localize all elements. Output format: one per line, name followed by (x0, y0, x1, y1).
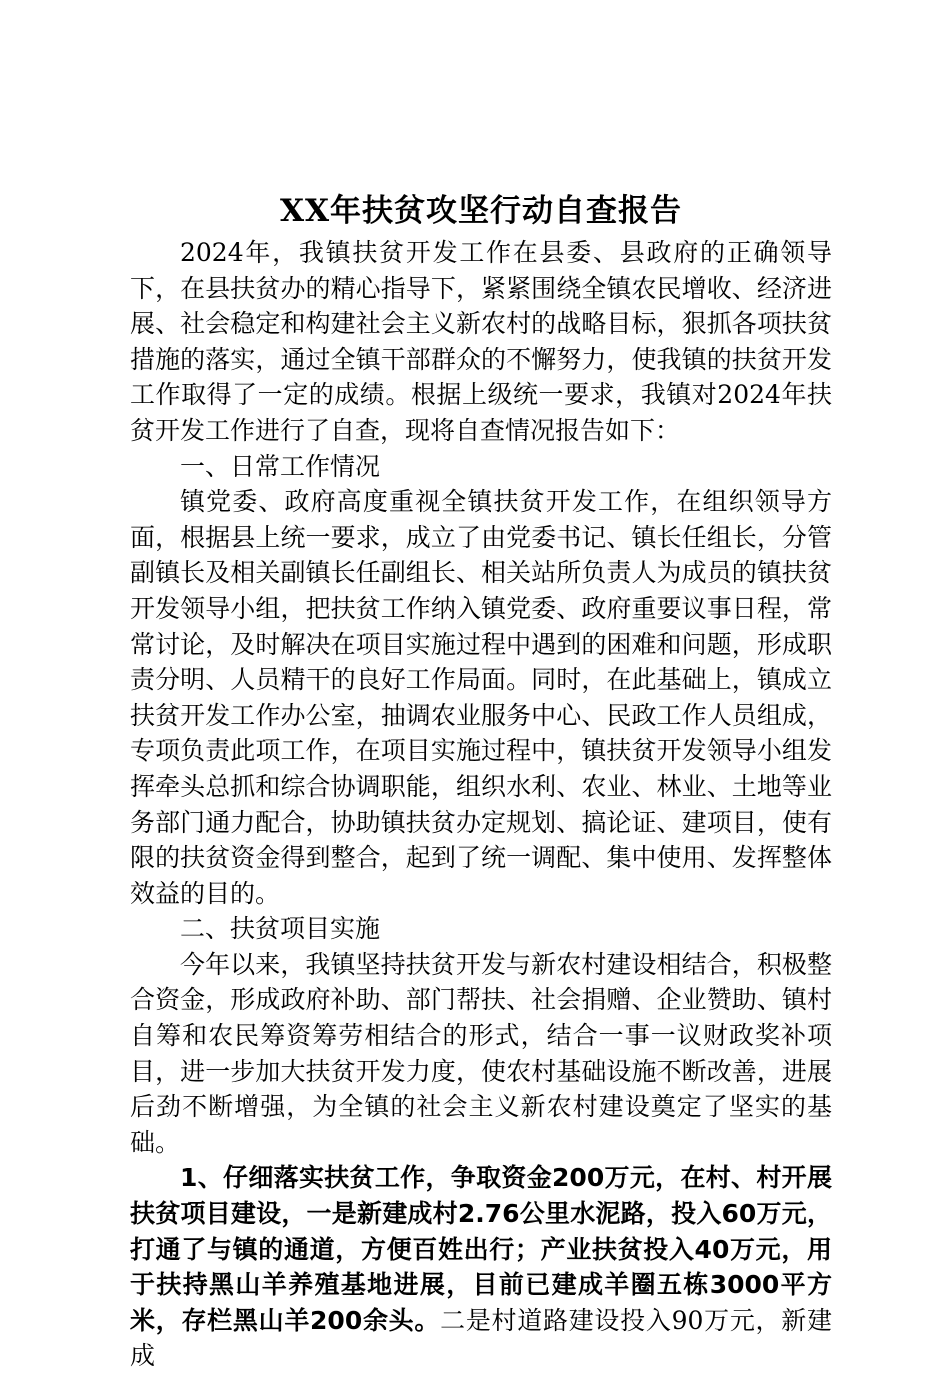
section-heading-poverty-projects: 二、扶贫项目实施 (180, 914, 381, 944)
section-paragraph-daily-work: 镇党委、政府高度重视全镇扶贫开发工作，在组织领导方面，根据县上统一要求，成立了由党委书记、镇长任组长，分管副镇长及相关副镇长任副组长、相关站所负责人为成员的镇扶贫开发领导小组，把扶贫工作纳入镇党委、政府重要议事日程，常常讨论，及时解决在项目实施过程中遇到的困难和问题，形成职责分明、人员精干的良好工作局面。同时，在此基础上，镇成立扶贫开发工作办公室，抽调农业服务中心、民政工作人员组成，专项负责此项工作，在项目实施过程中，镇扶贫开发领导小组发挥牵头总抓和综合协调职能，组织水利、农业、林业、土地等业务部门通力配合，协助镇扶贫办定规划、搞论证、建项目，使有限的扶贫资金得到整合，起到了统一调配、集中使用、发挥整体效益的目的。 (130, 487, 832, 908)
document-title: XX年扶贫攻坚行动自查报告 (279, 193, 683, 229)
document-body (130, 189, 832, 1374)
item-1-bold-text: 1、仔细落实扶贫工作，争取资金200万元，在村、村开展扶贫项目建设，一是新建成村2.76公里水泥路，投入60万元，打通了与镇的通道，方便百姓出行；产业扶贫投入40万元，用于扶持黑山羊养殖基地进展，目前已建成羊圈五栋3000平方米，存栏黑山羊200余头。 (130, 1163, 832, 1335)
section-paragraph-poverty-projects: 今年以来，我镇坚持扶贫开发与新农村建设相结合，积极整合资金，形成政府补助、部门帮扶、社会捐赠、企业赞助、镇村自筹和农民筹资筹劳相结合的形式，结合一事一议财政奖补项目，进一步加大扶贫开发力度，使农村基础设施不断改善，进展后劲不断增强，为全镇的社会主义新农村建设奠定了坚实的基础。 (130, 949, 832, 1157)
section-heading-daily-work: 一、日常工作情况 (180, 451, 381, 481)
intro-paragraph: 2024年，我镇扶贫开发工作在县委、县政府的正确领导下，在县扶贫办的精心指导下，紧紧围绕全镇农民增收、经济进展、社会稳定和构建社会主义新农村的战略目标，狠抓各项扶贫措施的落实，通过全镇干部群众的不懈努力，使我镇的扶贫开发工作取得了一定的成绩。根据上级统一要求，我镇对2024年扶贫开发工作进行了自查，现将自查情况报告如下： (130, 238, 832, 445)
item-paragraph-1 (130, 1160, 832, 1374)
item-1-normal-text: 二是村道路建设投入90万元，新建成 (130, 1305, 832, 1371)
